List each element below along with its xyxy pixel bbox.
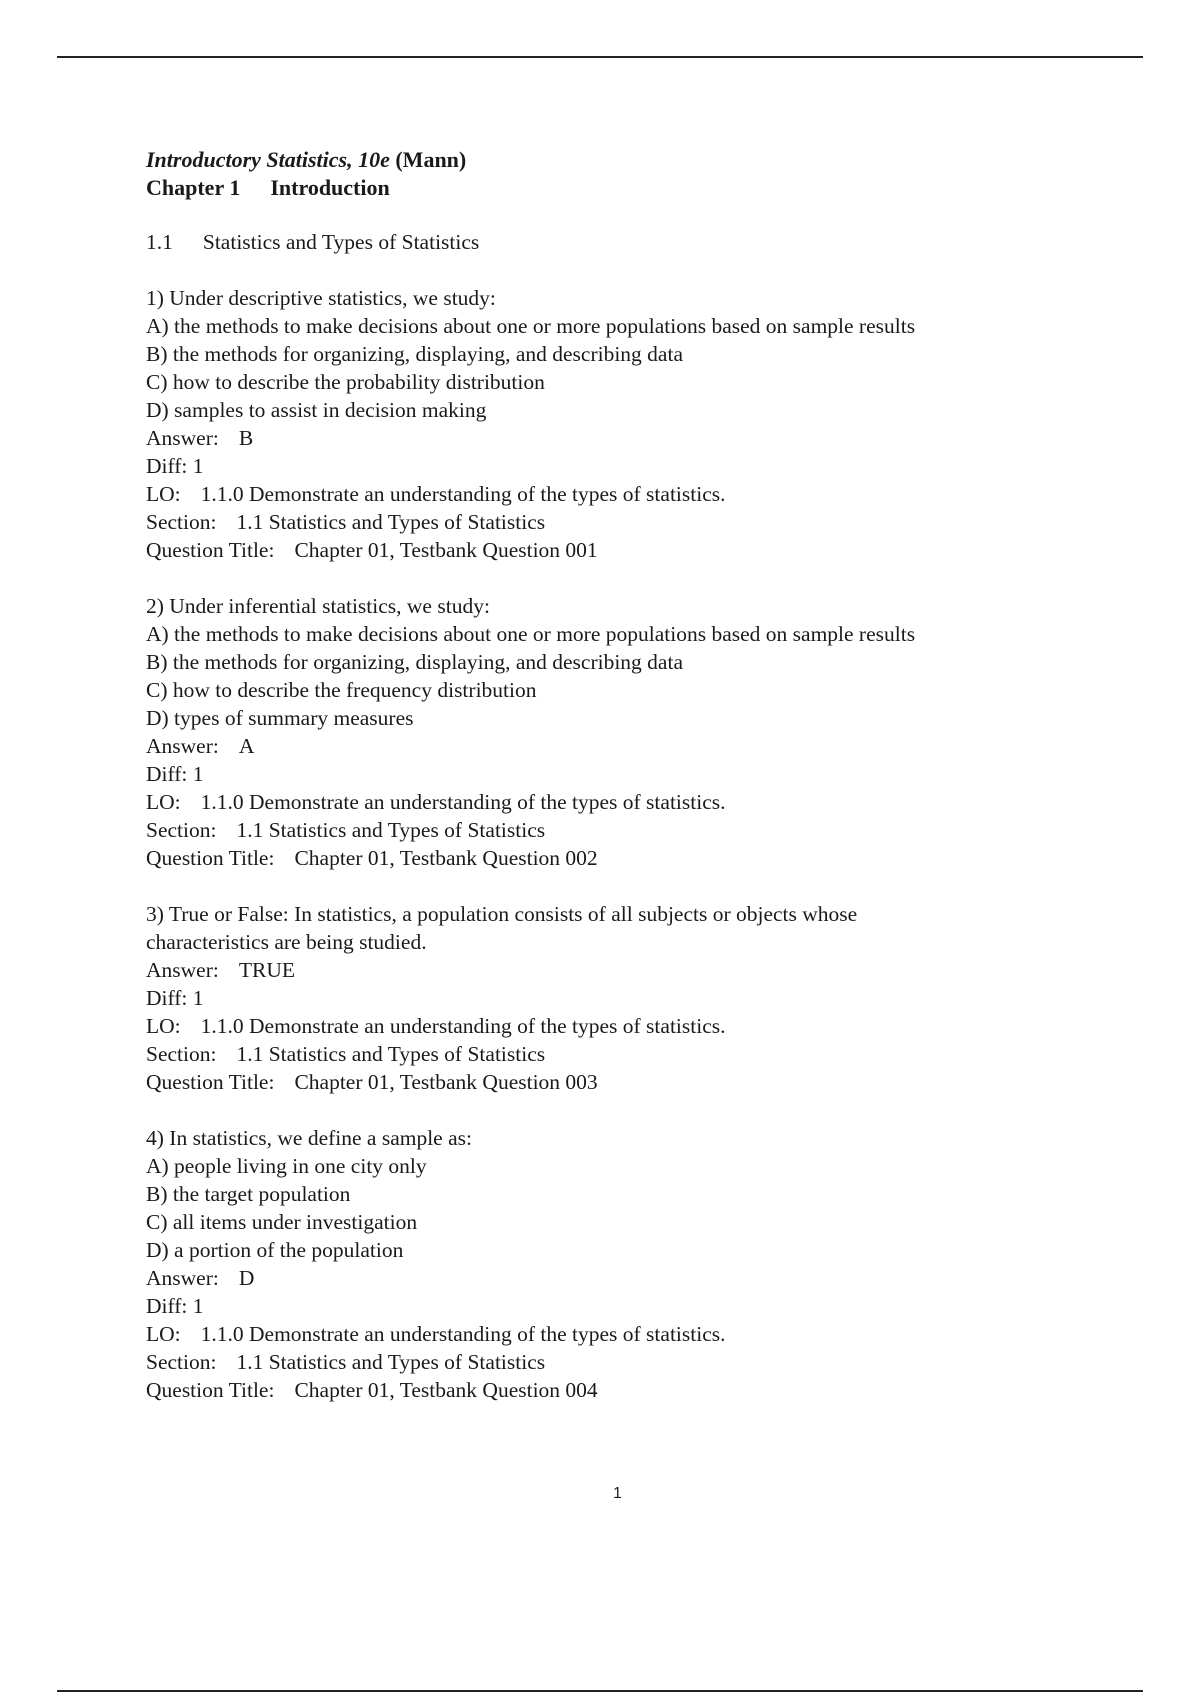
diff-line bbox=[146, 760, 1106, 788]
question-title-value: Chapter 01, Testbank Question 002 bbox=[294, 846, 598, 870]
section-line bbox=[146, 816, 1106, 844]
diff-value: 1 bbox=[192, 454, 204, 478]
chapter-label: Chapter 1 bbox=[146, 175, 241, 200]
lo-label: LO: bbox=[146, 482, 181, 506]
diff-line bbox=[146, 452, 1106, 480]
diff-value: 1 bbox=[192, 762, 204, 786]
chapter-name: Introduction bbox=[270, 175, 390, 200]
diff-line bbox=[146, 984, 1106, 1012]
answer-line bbox=[146, 732, 1106, 760]
section-line bbox=[146, 1348, 1106, 1376]
section-line bbox=[146, 508, 1106, 536]
question-title-label: Question Title: bbox=[146, 1378, 275, 1402]
question-3 bbox=[146, 900, 1106, 1096]
option-b: B) the target population bbox=[146, 1182, 351, 1206]
question-stem: 2) Under inferential statistics, we study: bbox=[146, 594, 490, 618]
answer-value: B bbox=[238, 426, 254, 450]
section-label: Section: bbox=[146, 1350, 217, 1374]
question-2 bbox=[146, 592, 1106, 872]
section-value: 1.1 Statistics and Types of Statistics bbox=[236, 1042, 546, 1066]
answer-label: Answer: bbox=[146, 958, 219, 982]
section-value: 1.1 Statistics and Types of Statistics bbox=[236, 510, 546, 534]
option-b: B) the methods for organizing, displaying, and describing data bbox=[146, 342, 683, 366]
lo-line bbox=[146, 1320, 1106, 1348]
page-number: 1 bbox=[613, 1485, 622, 1502]
option-b: B) the methods for organizing, displaying, and describing data bbox=[146, 650, 683, 674]
question-title-label: Question Title: bbox=[146, 846, 275, 870]
lo-value: 1.1.0 Demonstrate an understanding of the types of statistics. bbox=[200, 1322, 726, 1346]
book-title-italic: Introductory Statistics, 10e bbox=[146, 147, 390, 172]
answer-value: TRUE bbox=[238, 958, 295, 982]
book-author: (Mann) bbox=[395, 147, 467, 172]
answer-value: D bbox=[238, 1266, 255, 1290]
option-d: D) types of summary measures bbox=[146, 706, 414, 730]
lo-label: LO: bbox=[146, 1322, 181, 1346]
option-a: A) people living in one city only bbox=[146, 1154, 427, 1178]
lo-value: 1.1.0 Demonstrate an understanding of the types of statistics. bbox=[200, 790, 726, 814]
diff-line bbox=[146, 1292, 1106, 1320]
lo-line bbox=[146, 788, 1106, 816]
book-title bbox=[146, 146, 1106, 174]
answer-label: Answer: bbox=[146, 734, 219, 758]
question-title-line bbox=[146, 536, 1106, 564]
question-title-label: Question Title: bbox=[146, 538, 275, 562]
question-title-line bbox=[146, 1376, 1106, 1404]
lo-label: LO: bbox=[146, 1014, 181, 1038]
lo-line bbox=[146, 1012, 1106, 1040]
section-label: Section: bbox=[146, 510, 217, 534]
diff-label: Diff: bbox=[146, 986, 188, 1010]
chapter-heading bbox=[146, 174, 1106, 202]
answer-line bbox=[146, 956, 1106, 984]
answer-line bbox=[146, 1264, 1106, 1292]
section-value: 1.1 Statistics and Types of Statistics bbox=[236, 1350, 546, 1374]
option-c: C) all items under investigation bbox=[146, 1210, 418, 1234]
section-title: Statistics and Types of Statistics bbox=[202, 230, 480, 254]
section-heading bbox=[146, 228, 1106, 256]
section-label: Section: bbox=[146, 1042, 217, 1066]
lo-label: LO: bbox=[146, 790, 181, 814]
option-d: D) samples to assist in decision making bbox=[146, 398, 487, 422]
diff-value: 1 bbox=[192, 1294, 204, 1318]
diff-label: Diff: bbox=[146, 762, 188, 786]
question-title-label: Question Title: bbox=[146, 1070, 275, 1094]
section-value: 1.1 Statistics and Types of Statistics bbox=[236, 818, 546, 842]
question-title-line bbox=[146, 1068, 1106, 1096]
section-line bbox=[146, 1040, 1106, 1068]
diff-label: Diff: bbox=[146, 454, 188, 478]
diff-value: 1 bbox=[192, 986, 204, 1010]
question-1 bbox=[146, 284, 1106, 564]
answer-label: Answer: bbox=[146, 1266, 219, 1290]
top-rule bbox=[57, 56, 1143, 58]
answer-line bbox=[146, 424, 1106, 452]
diff-label: Diff: bbox=[146, 1294, 188, 1318]
option-d: D) a portion of the population bbox=[146, 1238, 404, 1262]
section-label: Section: bbox=[146, 818, 217, 842]
section-number: 1.1 bbox=[146, 230, 173, 254]
option-a: A) the methods to make decisions about one or more populations based on sample results bbox=[146, 314, 916, 338]
page-content bbox=[146, 146, 1106, 1404]
option-c: C) how to describe the frequency distribution bbox=[146, 678, 537, 702]
question-title-value: Chapter 01, Testbank Question 003 bbox=[294, 1070, 598, 1094]
option-c: C) how to describe the probability distribution bbox=[146, 370, 545, 394]
answer-value: A bbox=[238, 734, 255, 758]
answer-label: Answer: bbox=[146, 426, 219, 450]
question-title-value: Chapter 01, Testbank Question 004 bbox=[294, 1378, 598, 1402]
question-4 bbox=[146, 1124, 1106, 1404]
question-stem: 1) Under descriptive statistics, we study: bbox=[146, 286, 496, 310]
question-stem: 4) In statistics, we define a sample as: bbox=[146, 1126, 472, 1150]
bottom-rule bbox=[57, 1690, 1143, 1692]
lo-value: 1.1.0 Demonstrate an understanding of the types of statistics. bbox=[200, 482, 726, 506]
lo-line bbox=[146, 480, 1106, 508]
question-title-line bbox=[146, 844, 1106, 872]
question-stem: 3) True or False: In statistics, a population consists of all subjects or objects whose characteristics are being studied. bbox=[146, 902, 858, 954]
lo-value: 1.1.0 Demonstrate an understanding of the types of statistics. bbox=[200, 1014, 726, 1038]
option-a: A) the methods to make decisions about one or more populations based on sample results bbox=[146, 622, 916, 646]
question-title-value: Chapter 01, Testbank Question 001 bbox=[294, 538, 598, 562]
